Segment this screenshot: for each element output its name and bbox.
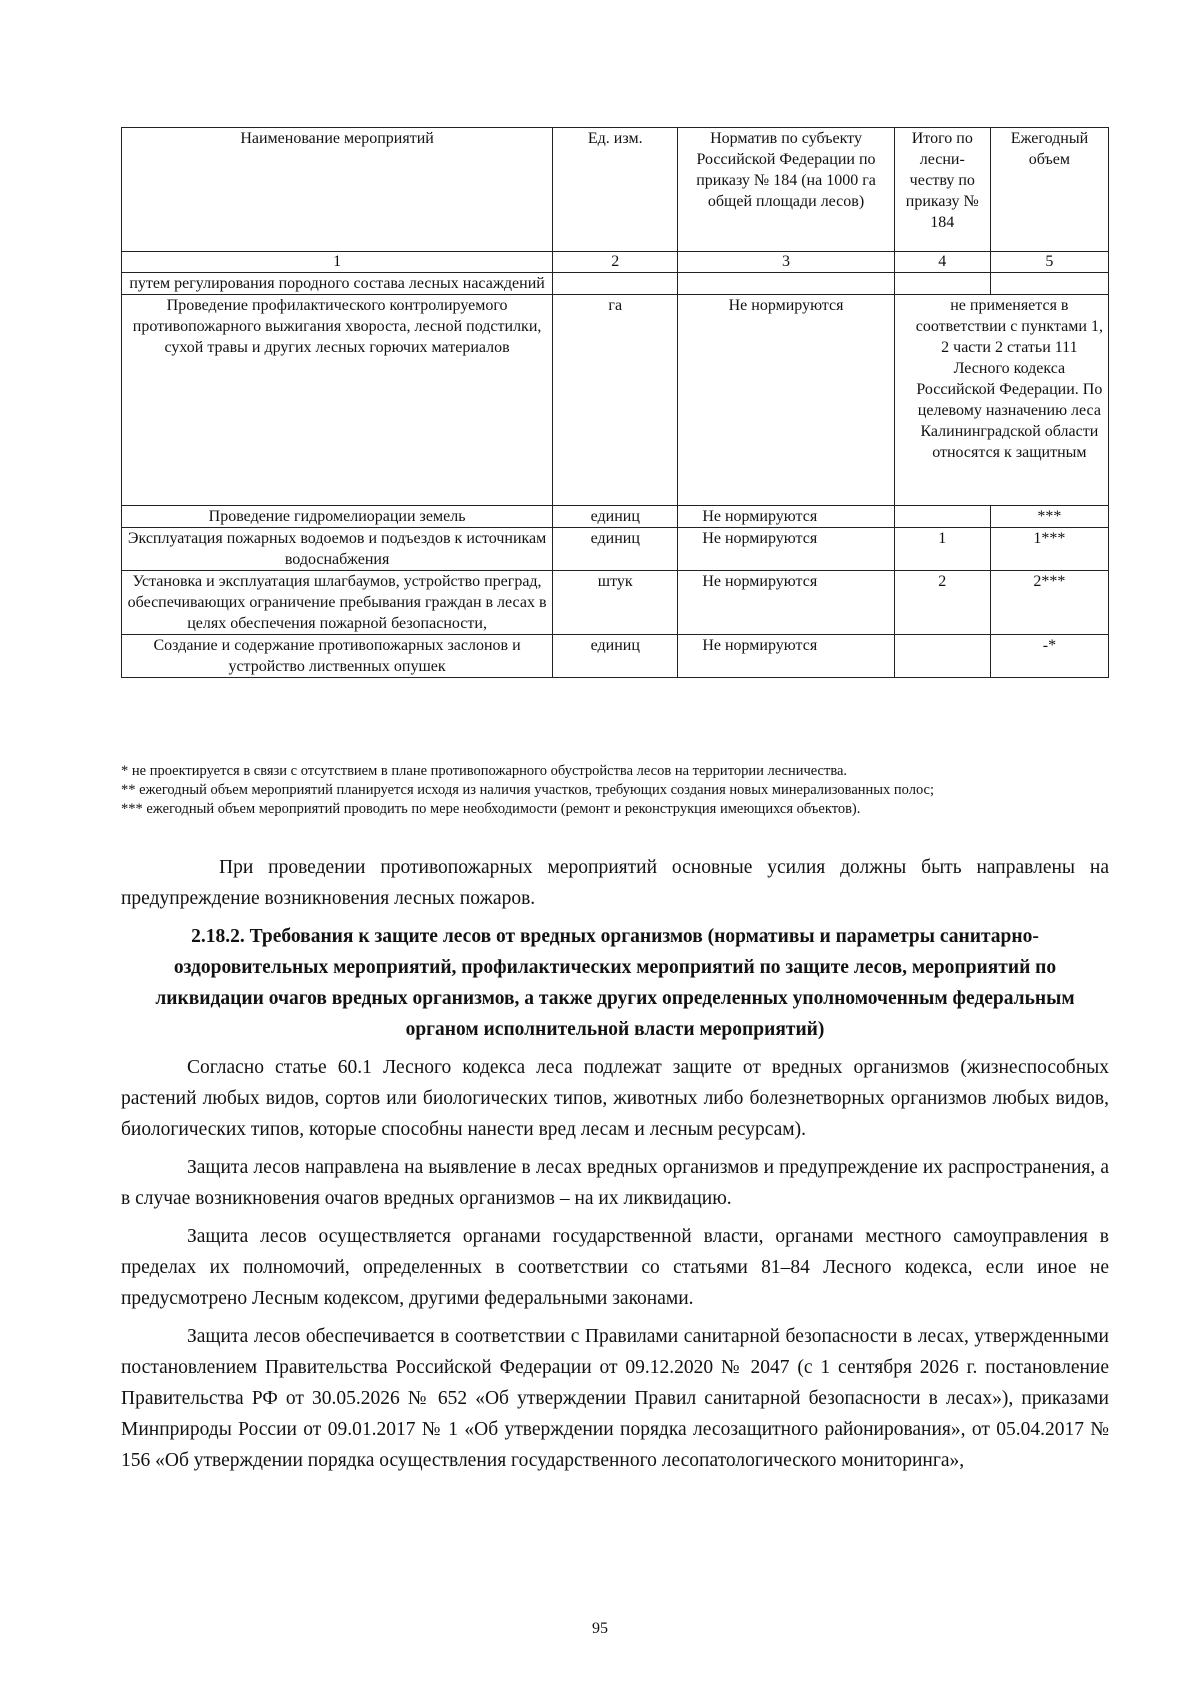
column-number: 2 <box>553 252 678 273</box>
row-unit: га <box>553 295 678 506</box>
header-norm: Норматив по субъекту Российской Федерации по приказу № 184 (на 1000 га общей площади лесов) <box>678 128 894 252</box>
row-annual: -* <box>990 635 1108 678</box>
column-number: 1 <box>122 252 553 273</box>
intro-paragraph: При проведении противопожарных мероприятий основные усилия должны быть направлены на предупреждение возникновения лесных пожаров. <box>121 857 1109 909</box>
row-total <box>894 635 990 678</box>
row-annual: 1*** <box>990 528 1108 571</box>
column-numbers-row <box>122 252 1109 273</box>
row-unit: штук <box>553 571 678 635</box>
row-name: Эксплуатация пожарных водоемов и подъездов к источникам водоснабжения <box>122 528 553 571</box>
fire-measures-table <box>121 127 1109 678</box>
header-annual: Ежегодный объем <box>990 128 1108 252</box>
row-unit: единиц <box>553 506 678 528</box>
row-name: Проведение гидромелиорации земель <box>122 506 553 528</box>
table-header-row <box>122 128 1109 252</box>
table-row <box>122 571 1109 635</box>
row-annual: *** <box>990 506 1108 528</box>
footnote: * не проектируется в связи с отсутствием в плане противопожарного обустройства лесов на территории лесничества. <box>121 763 848 779</box>
row-name: путем регулирования породного состава лесных насаждений <box>122 273 553 295</box>
row-name: Проведение профилактического контролируемого противопожарного выжигания хвороста, лесной подстилки, сухой травы и других лесных горючих материалов <box>122 295 553 506</box>
paragraph: Защита лесов обеспечивается в соответствии с Правилами санитарной безопасности в лесах, утвержденными постановлением Правительства Российской Федерации от 09.12.2020 № 2047 (с 1 сентября 2026 г. постановление Правительства РФ от 30.05.2026 № 652 «Об утверждении Правил санитарной безопасности в лесах»), приказами Минприроды России от 09.01.2017 № 1 «Об утверждении порядка лесозащитного районирования», от 05.04.2017 № 156 «Об утверждении порядка осуществления государственного лесопатологического мониторинга», <box>121 1326 1109 1471</box>
row-norm <box>678 273 894 295</box>
header-name: Наименование мероприятий <box>122 128 553 252</box>
table-row <box>122 528 1109 571</box>
row-norm: Не нормируются <box>678 528 894 571</box>
row-total: 2 <box>894 571 990 635</box>
column-number: 5 <box>990 252 1108 273</box>
row-annual <box>990 273 1108 295</box>
body-text <box>121 852 1109 1476</box>
row-name: Создание и содержание противопожарных заслонов и устройство лиственных опушек <box>122 635 553 678</box>
row-norm: Не нормируются <box>678 506 894 528</box>
table-row <box>122 635 1109 678</box>
row-norm: Не нормируются <box>678 571 894 635</box>
paragraph: Согласно статье 60.1 Лесного кодекса леса подлежат защите от вредных организмов (жизнеспособных растений любых видов, сортов или биологических типов, животных либо болезнетворных организмов любых видов, биологических типов, которые способны нанести вред лесам и лесным ресурсам). <box>121 1057 1109 1140</box>
row-merged-note: не применяется в соответствии с пунктами 1, 2 части 2 статьи 111 Лесного кодекса Российской Федерации. По целевому назначению леса Калининградской области относятся к защитным <box>894 295 1108 506</box>
row-annual: 2*** <box>990 571 1108 635</box>
row-total <box>894 506 990 528</box>
table-row <box>122 506 1109 528</box>
row-name: Установка и эксплуатация шлагбаумов, устройство преград, обеспечивающих ограничение пребывания граждан в лесах в целях обеспечения пожарной безопасности, <box>122 571 553 635</box>
header-unit: Ед. изм. <box>553 128 678 252</box>
row-norm: Не нормируются <box>678 635 894 678</box>
row-norm: Не нормируются <box>678 295 894 506</box>
row-total: 1 <box>894 528 990 571</box>
table-row <box>122 273 1109 295</box>
row-unit: единиц <box>553 528 678 571</box>
paragraph: Защита лесов направлена на выявление в лесах вредных организмов и предупреждение их распространения, а в случае возникновения очагов вредных организмов – на их ликвидацию. <box>121 1157 1109 1209</box>
column-number: 4 <box>894 252 990 273</box>
page-number: 95 <box>592 1620 608 1637</box>
paragraph: Защита лесов осуществляется органами государственной власти, органами местного самоуправления в пределах их полномочий, определенных в соответствии со статьями 81–84 Лесного кодекса, если иное не предусмотрено Лесным кодексом, другими федеральными законами. <box>121 1226 1109 1309</box>
table-footnotes <box>121 762 1109 819</box>
row-total <box>894 273 990 295</box>
section-heading: 2.18.2. Требования к защите лесов от вредных организмов (нормативы и параметры санитарно-оздоровительных мероприятий, профилактических мероприятий по защите лесов, мероприятий по ликвидации очагов вредных организмов, а также других определенных уполномоченным федеральным органом исполнительной власти мероприятий) <box>155 926 1075 1040</box>
header-total: Итого по лесни-честву по приказу № 184 <box>894 128 990 252</box>
footnote: *** ежегодный объем мероприятий проводить по мере необходимости (ремонт и реконструкция имеющихся объектов). <box>121 801 861 817</box>
footnote: ** ежегодный объем мероприятий планируется исходя из наличия участков, требующих создания новых минерализованных полос; <box>121 782 935 798</box>
row-unit: единиц <box>553 635 678 678</box>
row-unit <box>553 273 678 295</box>
column-number: 3 <box>678 252 894 273</box>
table-row <box>122 295 1109 506</box>
